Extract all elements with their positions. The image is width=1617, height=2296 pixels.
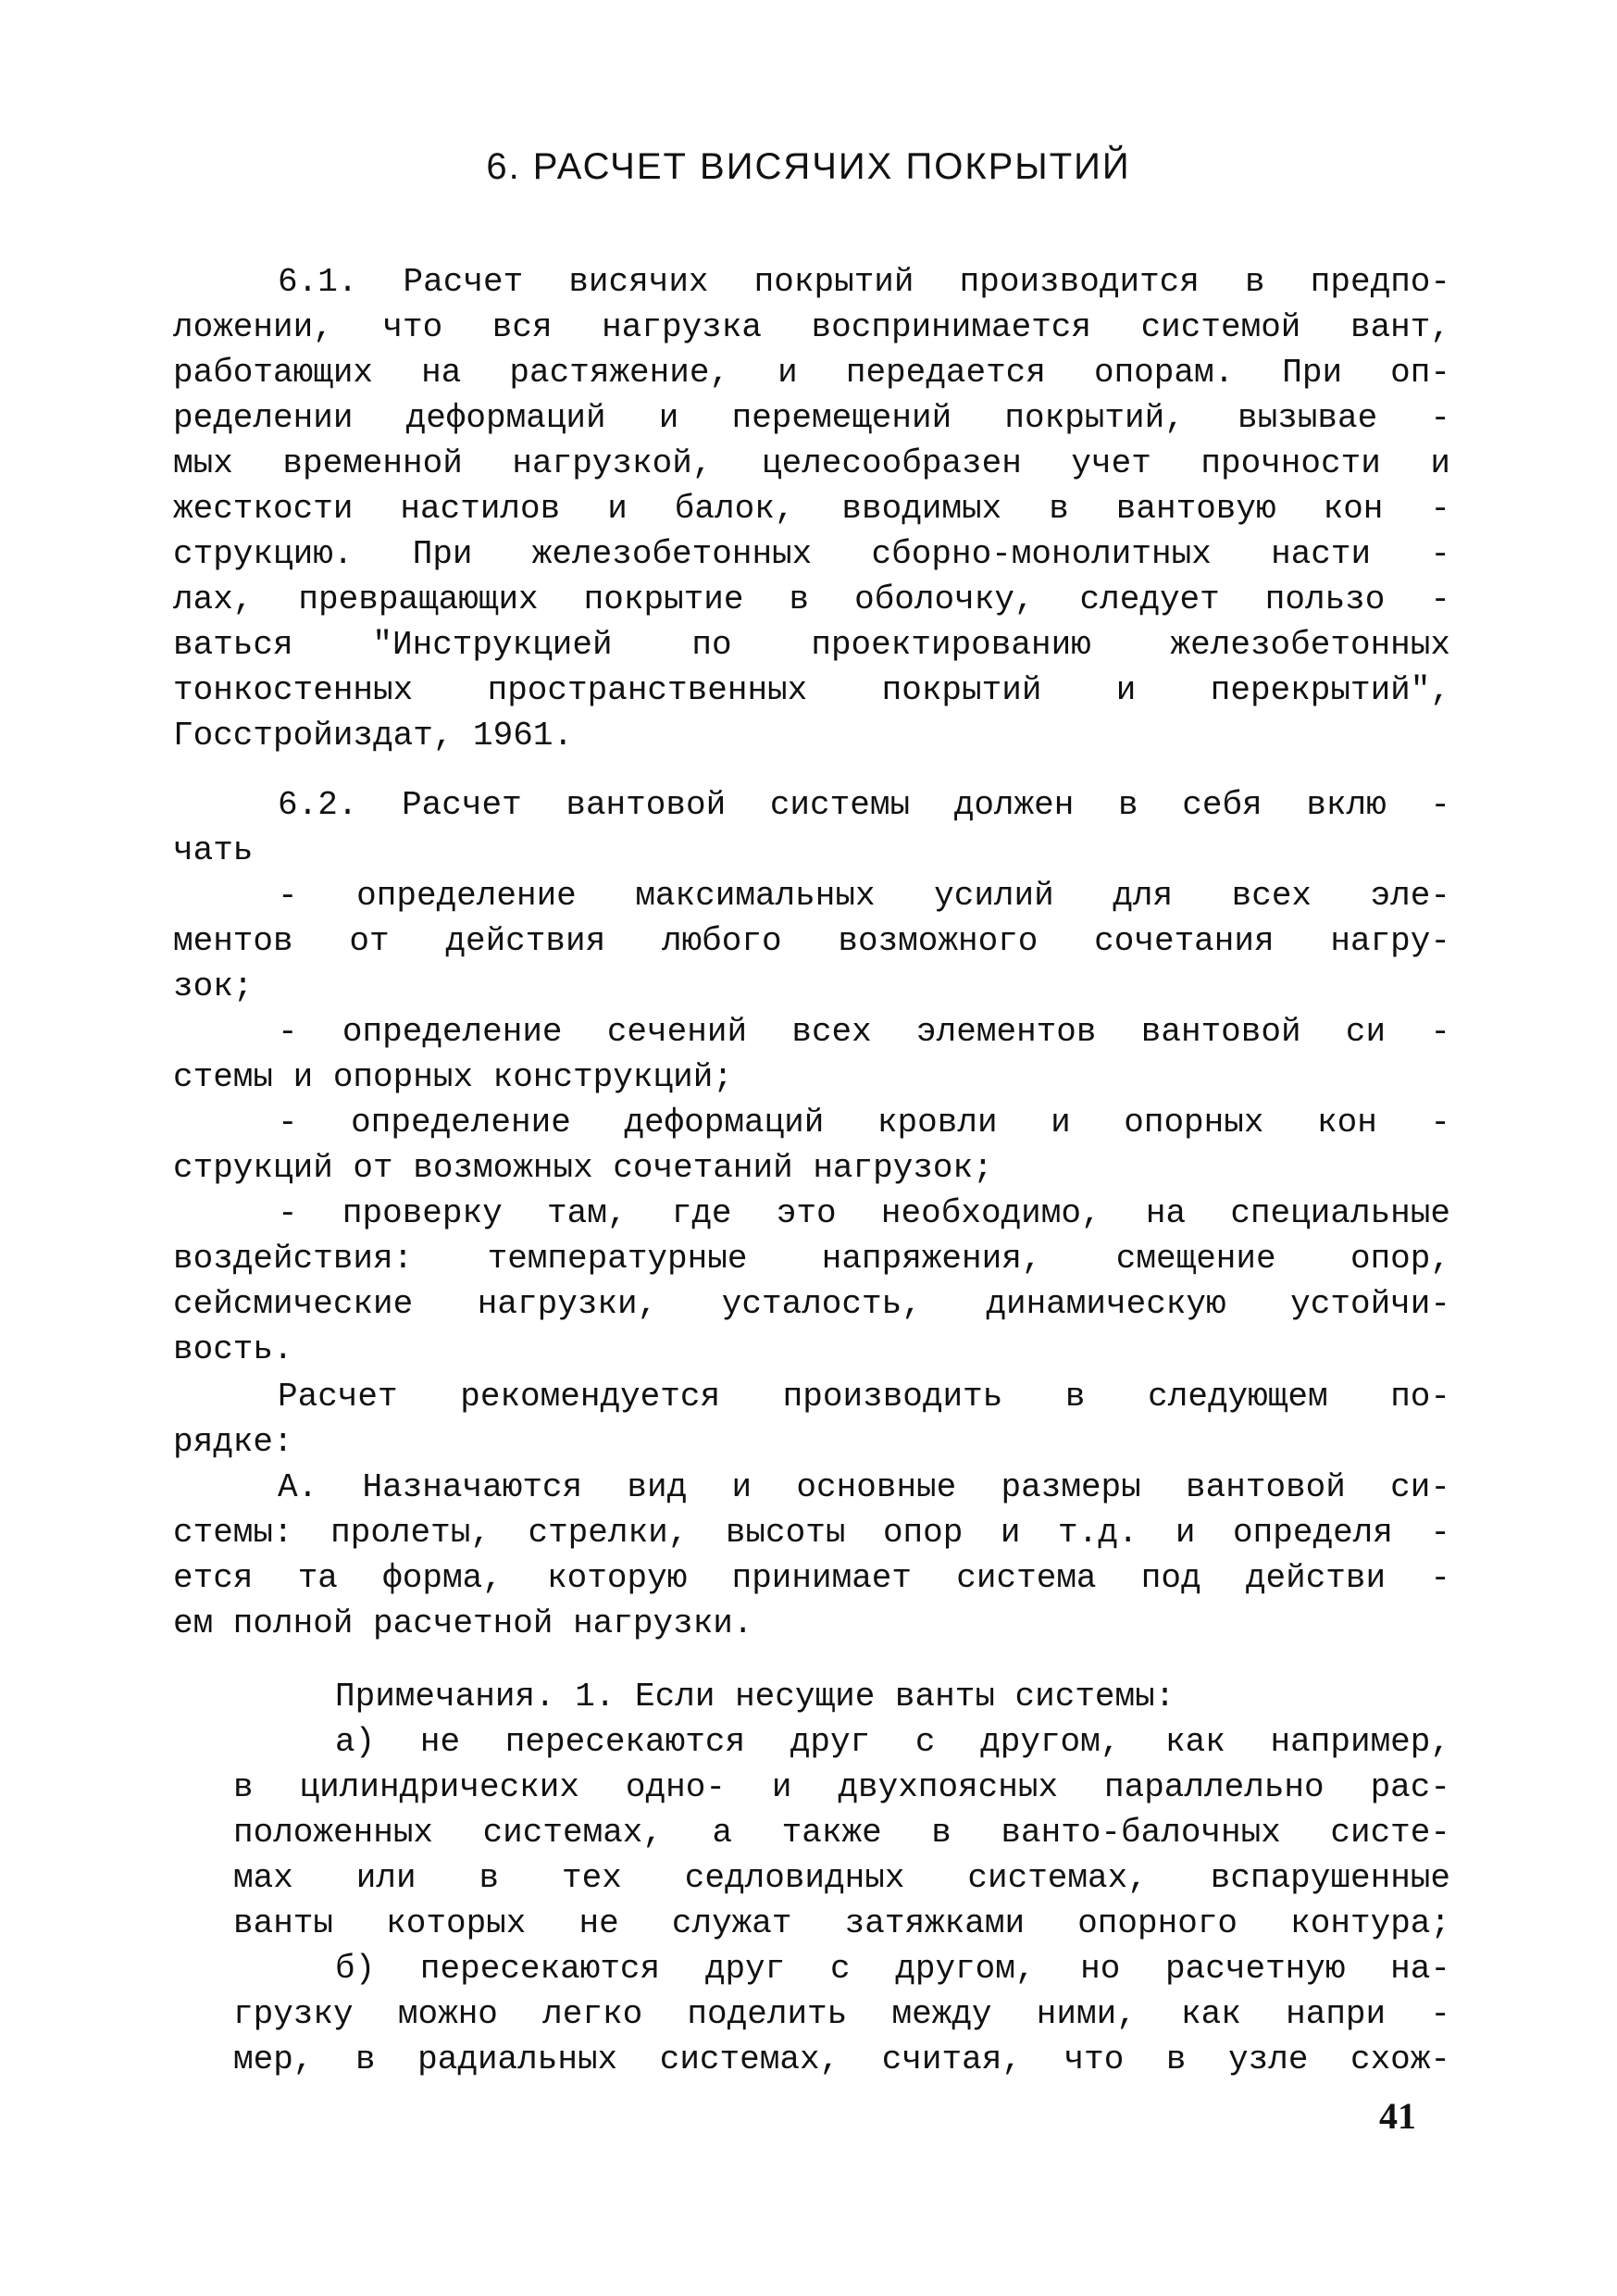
- text-line: струкций от возможных сочетаний нагрузок;: [173, 1149, 993, 1187]
- text-line: грузку можно легко поделить между ними, как напри -: [233, 1995, 1450, 2033]
- text-line: б) пересекаются друг с другом, но расчетную на-: [335, 1950, 1450, 1988]
- text-line: вость.: [173, 1330, 293, 1368]
- text-line: ментов от действия любого возможного сочетания нагру-: [173, 922, 1450, 960]
- text-line: - определение деформаций кровли и опорных кон -: [278, 1104, 1450, 1142]
- text-line: 6.1. Расчет висячих покрытий производится в предпо-: [278, 263, 1450, 301]
- text-line: стемы и опорных конструкций;: [173, 1058, 733, 1096]
- text-line: - проверку там, где это необходимо, на специальные: [278, 1194, 1450, 1232]
- text-line: струкцию. При железобетонных сборно-монолитных насти -: [173, 535, 1450, 573]
- text-line: мер, в радиальных системах, считая, что в узле схож-: [233, 2040, 1450, 2078]
- text-line: ваться "Инструкцией по проектированию железобетонных: [173, 626, 1450, 664]
- text-line: стемы: пролеты, стрелки, высоты опор и т.д. и определя -: [173, 1514, 1450, 1552]
- text-line: мых временной нагрузкой, целесообразен учет прочности и: [173, 444, 1450, 482]
- text-line: Расчет рекомендуется производить в следующем по-: [278, 1378, 1450, 1416]
- text-line: зок;: [173, 967, 254, 1005]
- section-title: 6. РАСЧЕТ ВИСЯЧИХ ПОКРЫТИЙ: [486, 146, 1131, 187]
- text-line: мах или в тех седловидных системах, вспарушенные: [233, 1859, 1450, 1897]
- text-line: - определение максимальных усилий для всех эле-: [278, 877, 1450, 915]
- text-line: ется та форма, которую принимает система под действи -: [173, 1559, 1450, 1597]
- text-line: рядке:: [173, 1423, 293, 1461]
- text-line: тонкостенных пространственных покрытий и перекрытий",: [173, 671, 1450, 709]
- text-line: в цилиндрических одно- и двухпоясных параллельно рас-: [233, 1768, 1450, 1806]
- text-line: воздействия: температурные напряжения, смещение опор,: [173, 1240, 1450, 1278]
- text-line: лах, превращающих покрытие в оболочку, следует пользо -: [173, 580, 1450, 618]
- page-number: 41: [1379, 2095, 1416, 2137]
- text-line: ределении деформаций и перемещений покрытий, вызывае -: [173, 399, 1450, 437]
- text-line: сейсмические нагрузки, усталость, динамическую устойчи-: [173, 1285, 1450, 1323]
- text-line: Примечания. 1. Если несущие ванты системы:: [335, 1678, 1175, 1716]
- text-line: чать: [173, 831, 254, 869]
- text-line: 6.2. Расчет вантовой системы должен в себя вклю -: [278, 786, 1450, 824]
- text-line: ем полной расчетной нагрузки.: [173, 1604, 753, 1642]
- text-line: жесткости настилов и балок, вводимых в вантовую кон -: [173, 490, 1450, 528]
- text-line: А. Назначаются вид и основные размеры вантовой си-: [278, 1468, 1450, 1506]
- text-line: Госстройиздат, 1961.: [173, 717, 574, 755]
- text-line: - определение сечений всех элементов вантовой си -: [278, 1013, 1450, 1051]
- text-line: положенных системах, а также в ванто-балочных систе-: [233, 1814, 1450, 1852]
- text-line: ванты которых не служат затяжками опорного контура;: [233, 1904, 1450, 1942]
- text-line: работающих на растяжение, и передается опорам. При оп-: [173, 354, 1450, 392]
- text-line: ложении, что вся нагрузка воспринимается системой вант,: [173, 308, 1450, 346]
- text-line: а) не пересекаются друг с другом, как например,: [335, 1723, 1450, 1761]
